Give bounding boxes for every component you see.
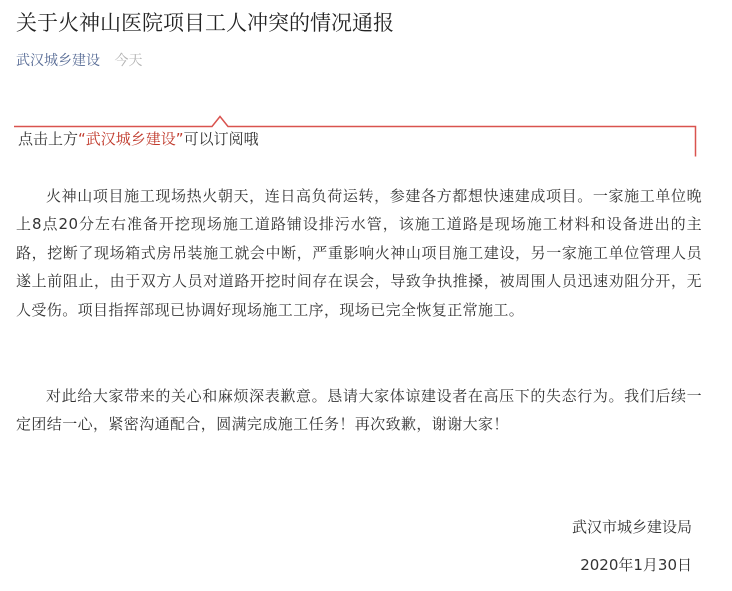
banner-account-highlight[interactable]: “武汉城乡建设”	[78, 130, 184, 148]
body-paragraph-1: 火神山项目施工现场热火朝天，连日高负荷运转，参建各方都想快速建成项目。一家施工单位晚上8点20分左右准备开挖现场施工道路铺设排污水管，该施工道路是现场施工材料和设备进出的主路，挖断了现场箱式房吊装施工就会中断，严重影响火神山项目施工建设，另一家施工单位管理人员遂上前阻止，由于双方人员对道路开挖时间存在误会，导致争执推搡，被周围人员迅速劝阻分开，无人受伤。项目指挥部现已协调好现场施工工序，现场已完全恢复正常施工。	[16, 187, 702, 319]
account-name-link[interactable]: 武汉城乡建设	[16, 53, 100, 69]
publish-time: 今天	[114, 53, 143, 69]
article-title: 关于火神山医院项目工人冲突的情况通报	[16, 11, 394, 35]
body-paragraph-2: 对此给大家带来的关心和麻烦深表歉意。恳请大家体谅建设者在高压下的失态行为。我们后续一定团结一心，紧密沟通配合，圆满完成施工任务！再次致歉，谢谢大家！	[16, 387, 702, 434]
signature-organization: 武汉市城乡建设局	[571, 518, 692, 536]
article-meta	[16, 51, 142, 71]
banner-suffix: 可以订阅哦	[183, 130, 259, 148]
signature-date: 2020年1月30日	[580, 556, 692, 574]
banner-text	[18, 129, 259, 149]
subscribe-banner[interactable]	[14, 116, 696, 156]
banner-prefix: 点击上方	[18, 130, 79, 148]
